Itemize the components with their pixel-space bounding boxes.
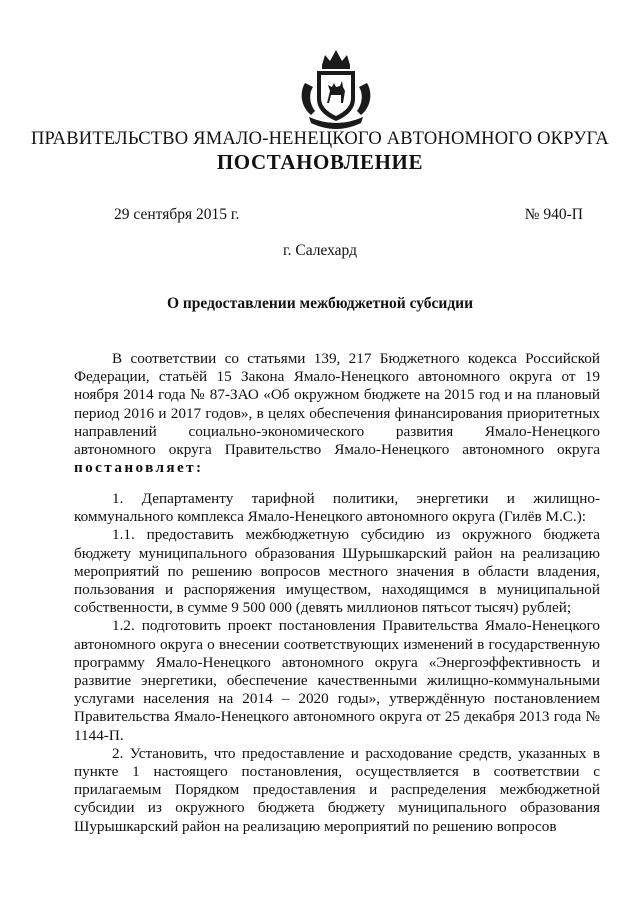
government-name: ПРАВИТЕЛЬСТВО ЯМАЛО-НЕНЕЦКОГО АВТОНОМНОГО ОКРУГА	[31, 129, 609, 149]
preamble	[74, 350, 600, 477]
document-title: О предоставлении межбюджетной субсидии	[166, 295, 474, 312]
decree-item: 1. Департаменту тарифной политики, энергетики и жилищно-коммунального комплекса Ямало-Ненецкого автономного округа (Гилёв М.С.):	[74, 490, 600, 526]
preamble-paragraph	[74, 350, 600, 477]
document-number: № 940-П	[524, 206, 583, 223]
decree-item: 2. Установить, что предоставление и расходование средств, указанных в пункте 1 настоящего постановления, осуществляется в соответствии с прилагаемым Порядком предоставления и распределения межбюджетной субсидии из окружного бюджета бюджету муниципального образования Шурышкарский район на реализацию мероприятий по решению вопросов	[74, 744, 600, 835]
document-city: г. Салехард	[283, 242, 357, 259]
coat-of-arms-icon	[295, 45, 377, 137]
decree-item: 1.1. предоставить межбюджетную субсидию из окружного бюджета бюджету муниципального образования Шурышкарский район на реализацию мероприятий по решению вопросов местного значения в области владения, пользования и распоряжения имуществом, находящимся в муниципальной собственности, в сумме 9 500 000 (девять миллионов пятьсот тысяч) рублей;	[74, 526, 600, 617]
document-type: ПОСТАНОВЛЕНИЕ	[216, 150, 424, 174]
preamble-text: В соответствии со статьями 139, 217 Бюджетного кодекса Российской Федерации, статьёй 15 Закона Ямало-Ненецкого автономного округа от 19 ноября 2014 года № 87-ЗАО «Об окружном бюджете на 2015 год и на плановый период 2016 и 2017 годов», в целях обеспечения финансирования приоритетных направлений социально-экономического развития Ямало-Ненецкого автономного округа Правительство Ямало-Ненецкого автономного округа	[74, 350, 600, 459]
decree-item: 1.2. подготовить проект постановления Правительства Ямало-Ненецкого автономного округа о внесении соответствующих изменений в государственную программу Ямало-Ненецкого автономного округа «Энергоэффективность и развитие энергетики, обеспечение качественными жилищно-коммунальными услугами населения на 2014 – 2020 годы», утверждённую постановлением Правительства Ямало-Ненецкого автономного округа от 25 декабря 2013 года № 1144-П.	[74, 617, 600, 744]
document-date: 29 сентября 2015 г.	[114, 206, 240, 223]
decree-items	[74, 490, 600, 836]
decree-word: постановляет:	[74, 459, 204, 477]
